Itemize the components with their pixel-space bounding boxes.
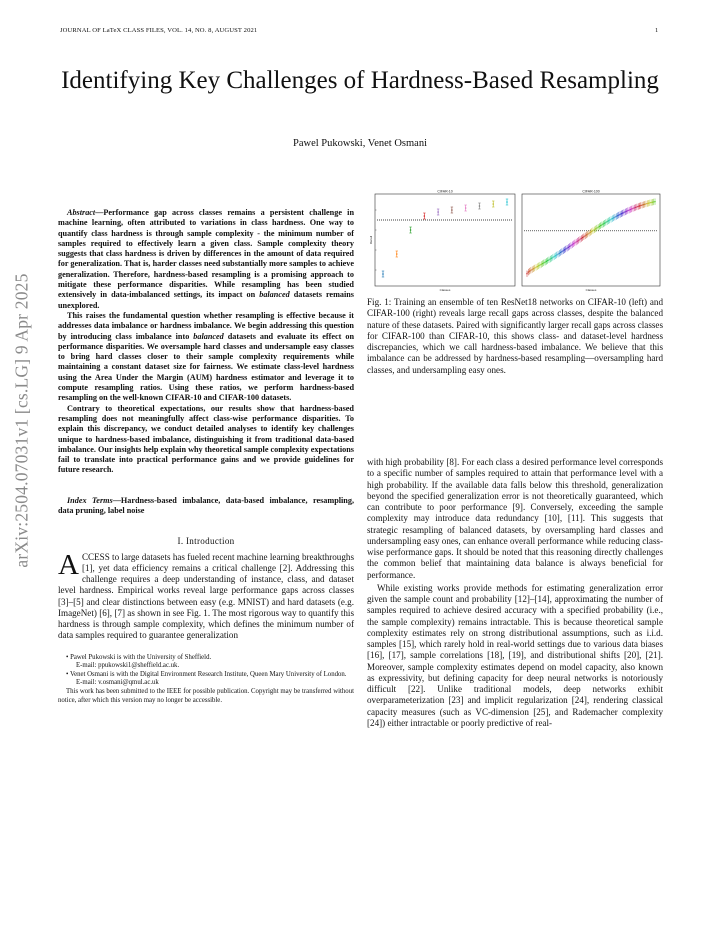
cifar100-point: [639, 205, 640, 206]
cifar100-point: [621, 213, 622, 214]
cifar100-point: [619, 214, 620, 215]
cifar100-point: [641, 204, 642, 205]
cifar10-point: [492, 203, 494, 205]
cifar100-plot-title: CIFAR-100: [582, 189, 600, 194]
cifar100-point: [648, 203, 649, 204]
cifar10-plot-frame: [375, 194, 515, 286]
cifar10-point: [424, 215, 426, 217]
cifar10-ylabel: Recall: [369, 235, 373, 245]
cifar100-point: [538, 265, 539, 266]
cifar100-point: [628, 209, 629, 210]
cifar100-point: [573, 243, 574, 244]
cifar10-point: [465, 207, 467, 209]
right-paragraph-1: with high probability [8]. For each class a desired performance level corresponds to a specific number of samples required to attain that performance level with a high probability. If the available data falls below this threshold, generalization beyond the specified generalization error is not theoretically guaranteed, which can contribute to poor performance [9]. Conversely, exceeding the sample complexity may introduce data redundancy [10], [11]. This suggests that strategic resampling of balanced datasets, by oversampling hard classes and undersampling easy ones, can enhance overall performance while reducing class-wise performance gaps. It should be noted that this reasoning directly challenges the common belief that maintaining data balance is always beneficial for performance.: [367, 457, 663, 580]
cifar10-point: [506, 201, 508, 203]
cifar100-point: [625, 211, 626, 212]
cifar100-point: [609, 219, 610, 220]
intro-paragraph: ACCESS to large datasets has fueled recent machine learning breakthroughs [1], yet data efficiency remains a critical challenge [2]. Addressing this challenge requires a deep understanding of instance, class, and dataset level hardness. Empirical works reveal large performance gaps across classes [3]–[5] and clear distinctions between easy (e.g. MNIST) and hard datasets (e.g. ImageNet) [6], [7] as shown in see Fig. 1. The most rigorous way to quantify this hardness is through sample complexity, which defines the minimum number of data samples required to guarantee generalization: [58, 548, 354, 641]
running-header: JOURNAL OF LaTeX CLASS FILES, VOL. 14, NO. 8, AUGUST 2021: [60, 27, 258, 34]
footnote-email-1: E-mail: ppukowski1@sheffield.ac.uk.: [76, 662, 180, 670]
cifar100-point: [575, 241, 576, 242]
cifar10-plot-title: CIFAR-10: [437, 189, 453, 194]
section-heading-introduction: I. Introduction: [177, 536, 235, 547]
cifar100-point: [610, 219, 611, 220]
cifar100-point: [623, 212, 624, 213]
cifar100-point: [653, 201, 654, 202]
figure-1-plots: [367, 188, 663, 294]
arxiv-stamp: [8, 200, 36, 640]
cifar10-point: [479, 205, 481, 207]
cifar100-point: [568, 247, 569, 248]
cifar100-point: [595, 228, 596, 229]
abstract-label: Abstract: [67, 208, 96, 217]
index-terms-label: Index Terms: [67, 495, 113, 505]
cifar10-point: [437, 211, 439, 213]
abstract: [58, 208, 354, 476]
cifar100-point: [635, 207, 636, 208]
cifar100-point: [592, 230, 593, 231]
cifar10-point: [396, 253, 398, 255]
cifar100-point: [529, 270, 530, 271]
cifar100-point: [612, 218, 613, 219]
paper-title: Identifying Key Challenges of Hardness-Based Resampling: [61, 67, 659, 94]
cifar100-point: [551, 258, 552, 259]
footnote-author-1: • Pawel Pukowski is with the University of Sheffield.: [66, 653, 212, 661]
cifar100-point: [534, 267, 535, 268]
right-paragraph-2: While existing works provide methods for estimating generalization error given the sample count and probability [12]–[14], approximating the number of samples required to achieve desired accuracy with a specified probability (i.e., the sample complexity) remains intractable. This is because theoretical sample complexity estimates rely on strong distributional assumptions, such as i.i.d. samples [15], which rarely hold in real-world settings due to various data biases [16], [17], sample correlations [18], [19], and distributional shifts [20], [21]. Moreover, sample complexity estimates depend on model capacity, also known as expressivity, but defining capacity for deep neural networks is notoriously difficult [22]. Unlike traditional models, deep networks exhibit overparameterization [23] and implicit regularization [24], rendering classical capacity measures (such as VC-dimension [25], and Rademacher complexity [24]) either intractable or poorly predictive of real-: [367, 582, 663, 728]
cifar100-point: [594, 229, 595, 230]
cifar100-point: [606, 221, 607, 222]
cifar100-point: [603, 223, 604, 224]
cifar100-point: [645, 203, 646, 204]
index-terms: Index Terms—Hardness-based imbalance, data-based imbalance, resampling, data pruning, label noise: [58, 495, 354, 516]
cifar100-point: [586, 234, 587, 235]
cifar100-point: [616, 216, 617, 217]
cifar100-point: [533, 268, 534, 269]
cifar100-point: [528, 271, 529, 272]
cifar100-point: [600, 225, 601, 226]
cifar100-point: [601, 224, 602, 225]
cifar100-point: [550, 258, 551, 259]
cifar100-point: [556, 254, 557, 255]
cifar100-point: [652, 202, 653, 203]
cifar100-point: [563, 250, 564, 251]
dropcap: A: [58, 548, 79, 581]
cifar100-point: [643, 204, 644, 205]
cifar100-point: [582, 237, 583, 238]
cifar100-point: [613, 217, 614, 218]
figure-1-caption-label: Fig. 1:: [367, 297, 392, 307]
cifar100-point: [626, 211, 627, 212]
cifar100-point: [561, 251, 562, 252]
cifar10-xlabel: Classes: [439, 288, 451, 292]
cifar100-point: [557, 253, 558, 254]
arxiv-stamp-text: arXiv:2504.07031v1 [cs.LG] 9 Apr 2025: [11, 272, 32, 568]
page-number: 1: [655, 27, 659, 34]
cifar100-point: [605, 222, 606, 223]
cifar100-point: [634, 207, 635, 208]
cifar100-point: [632, 208, 633, 209]
cifar100-point: [531, 269, 532, 270]
cifar100-point: [555, 255, 556, 256]
cifar100-xlabel: Classes: [585, 288, 597, 292]
cifar100-point: [631, 208, 632, 209]
cifar100-point: [627, 210, 628, 211]
cifar100-point: [548, 259, 549, 260]
cifar100-point: [597, 227, 598, 228]
paper-authors: Pawel Pukowski, Venet Osmani: [293, 138, 427, 149]
abstract-paragraph-2: This raises the fundamental question whether resampling is effective because it addresses data imbalance or hardness imbalance. We begin addressing this question by introducing class imbalance into balanced datasets and evaluate its effect on performance disparities. We oversample hard classes and undersample easy classes to bring hard classes closer to their sample complexity requirements while maintaining a constant dataset size for fairness. We estimate class-level hardness using the Area Under the Margin (AUM) hardness estimator and leverage it to compute resampling ratios. Using these ratios, we perform hardness-based resampling on the well-known CIFAR-10 and CIFAR-100 datasets.: [58, 310, 355, 403]
cifar100-point: [637, 206, 638, 207]
cifar100-point: [581, 238, 582, 239]
cifar100-point: [542, 263, 543, 264]
cifar100-point: [578, 240, 579, 241]
footnote-copyright: This work has been submitted to the IEEE for possible publication. Copyright may be transferred without notice, after which this version may no longer be accessible.: [58, 687, 354, 704]
figure-1: [367, 188, 663, 294]
cifar100-point: [579, 239, 580, 240]
figure-1-caption: Fig. 1: Training an ensemble of ten ResNet18 networks on CIFAR-10 (left) and CIFAR-100 (right) reveals large recall gaps across classes, despite the balanced nature of these datasets. Paired with significantly larger recall gaps across classes for CIFAR-100 than CIFAR-10, this shows class- and dataset-level hardness discrepancies, which we call hardness-based imbalance. We believe that this imbalance can be addressed by hardness-based resampling—oversampling hard classes, and undersampling easy ones.: [367, 297, 663, 375]
cifar100-point: [650, 202, 651, 203]
cifar100-point: [644, 204, 645, 205]
cifar100-point: [553, 256, 554, 257]
left-column: [58, 208, 354, 705]
cifar100-point: [649, 202, 650, 203]
cifar100-point: [546, 261, 547, 262]
abstract-paragraph-1: Abstract—Performance gap across classes remains a persistent challenge in machine learning, often attributed to variations in class hardness. One way to quantify class hardness is through sample complexity - the minimum number of samples required to effectively learn a given class. Sample complexity theory suggests that class hardness is driven by differences in the amount of data required for generalization. That is, harder classes need substantially more samples to achieve generalization. Therefore, hardness-based resampling is a promising approach to mitigate these performance disparities. While resampling has been studied extensively in data-imbalanced settings, its impact on balanced datasets remains unexplored.: [58, 208, 354, 310]
cifar100-point: [574, 242, 575, 243]
cifar10-point: [451, 209, 453, 211]
cifar10-point: [410, 229, 412, 231]
cifar100-point: [622, 212, 623, 213]
footnote-author-2: • Venet Osmani is with the Digital Environment Research Institute, Queen Mary University of London.: [66, 670, 347, 678]
cifar100-point: [535, 267, 536, 268]
abstract-paragraph-3: Contrary to theoretical expectations, our results show that hardness-based resampling does not meaningfully affect class-wise performance disparities. To explain this discrepancy, we conduct detailed analyses to identify key challenges unique to hardness-based imbalance, distinguishing it from traditional data-based imbalance. Our insights help explain why theoretical sample complexity expectations fail to translate into practical performance gains and we provide guidelines for future research.: [58, 403, 354, 475]
right-column: [367, 457, 663, 729]
cifar100-point: [608, 220, 609, 221]
cifar100-point: [583, 236, 584, 237]
cifar100-point: [599, 226, 600, 227]
cifar100-point: [539, 264, 540, 265]
cifar100-point: [591, 231, 592, 232]
cifar100-point: [588, 233, 589, 234]
cifar100-point: [570, 245, 571, 246]
cifar100-point: [544, 261, 545, 262]
cifar100-point: [587, 233, 588, 234]
cifar100-point: [584, 235, 585, 236]
cifar100-point: [541, 264, 542, 265]
cifar100-point: [617, 215, 618, 216]
cifar100-point: [565, 248, 566, 249]
cifar100-point: [618, 214, 619, 215]
footnotes: [58, 654, 354, 706]
cifar100-point: [537, 266, 538, 267]
cifar100-point: [543, 262, 544, 263]
cifar100-point: [630, 209, 631, 210]
cifar100-point: [552, 257, 553, 258]
cifar100-point: [564, 249, 565, 250]
cifar100-point: [526, 273, 527, 274]
cifar100-point: [640, 205, 641, 206]
cifar100-point: [530, 270, 531, 271]
cifar100-point: [604, 223, 605, 224]
cifar100-point: [654, 201, 655, 202]
cifar100-point: [559, 253, 560, 254]
cifar100-point: [547, 260, 548, 261]
cifar100-point: [569, 246, 570, 247]
cifar10-point: [382, 273, 384, 275]
cifar100-point: [614, 216, 615, 217]
cifar100-point: [596, 227, 597, 228]
cifar100-point: [647, 203, 648, 204]
cifar100-point: [560, 252, 561, 253]
cifar100-point: [566, 247, 567, 248]
cifar100-point: [636, 206, 637, 207]
cifar100-point: [590, 232, 591, 233]
footnote-email-2: E-mail: v.osmani@qmul.ac.uk: [76, 679, 159, 687]
cifar100-point: [577, 240, 578, 241]
cifar100-point: [572, 244, 573, 245]
